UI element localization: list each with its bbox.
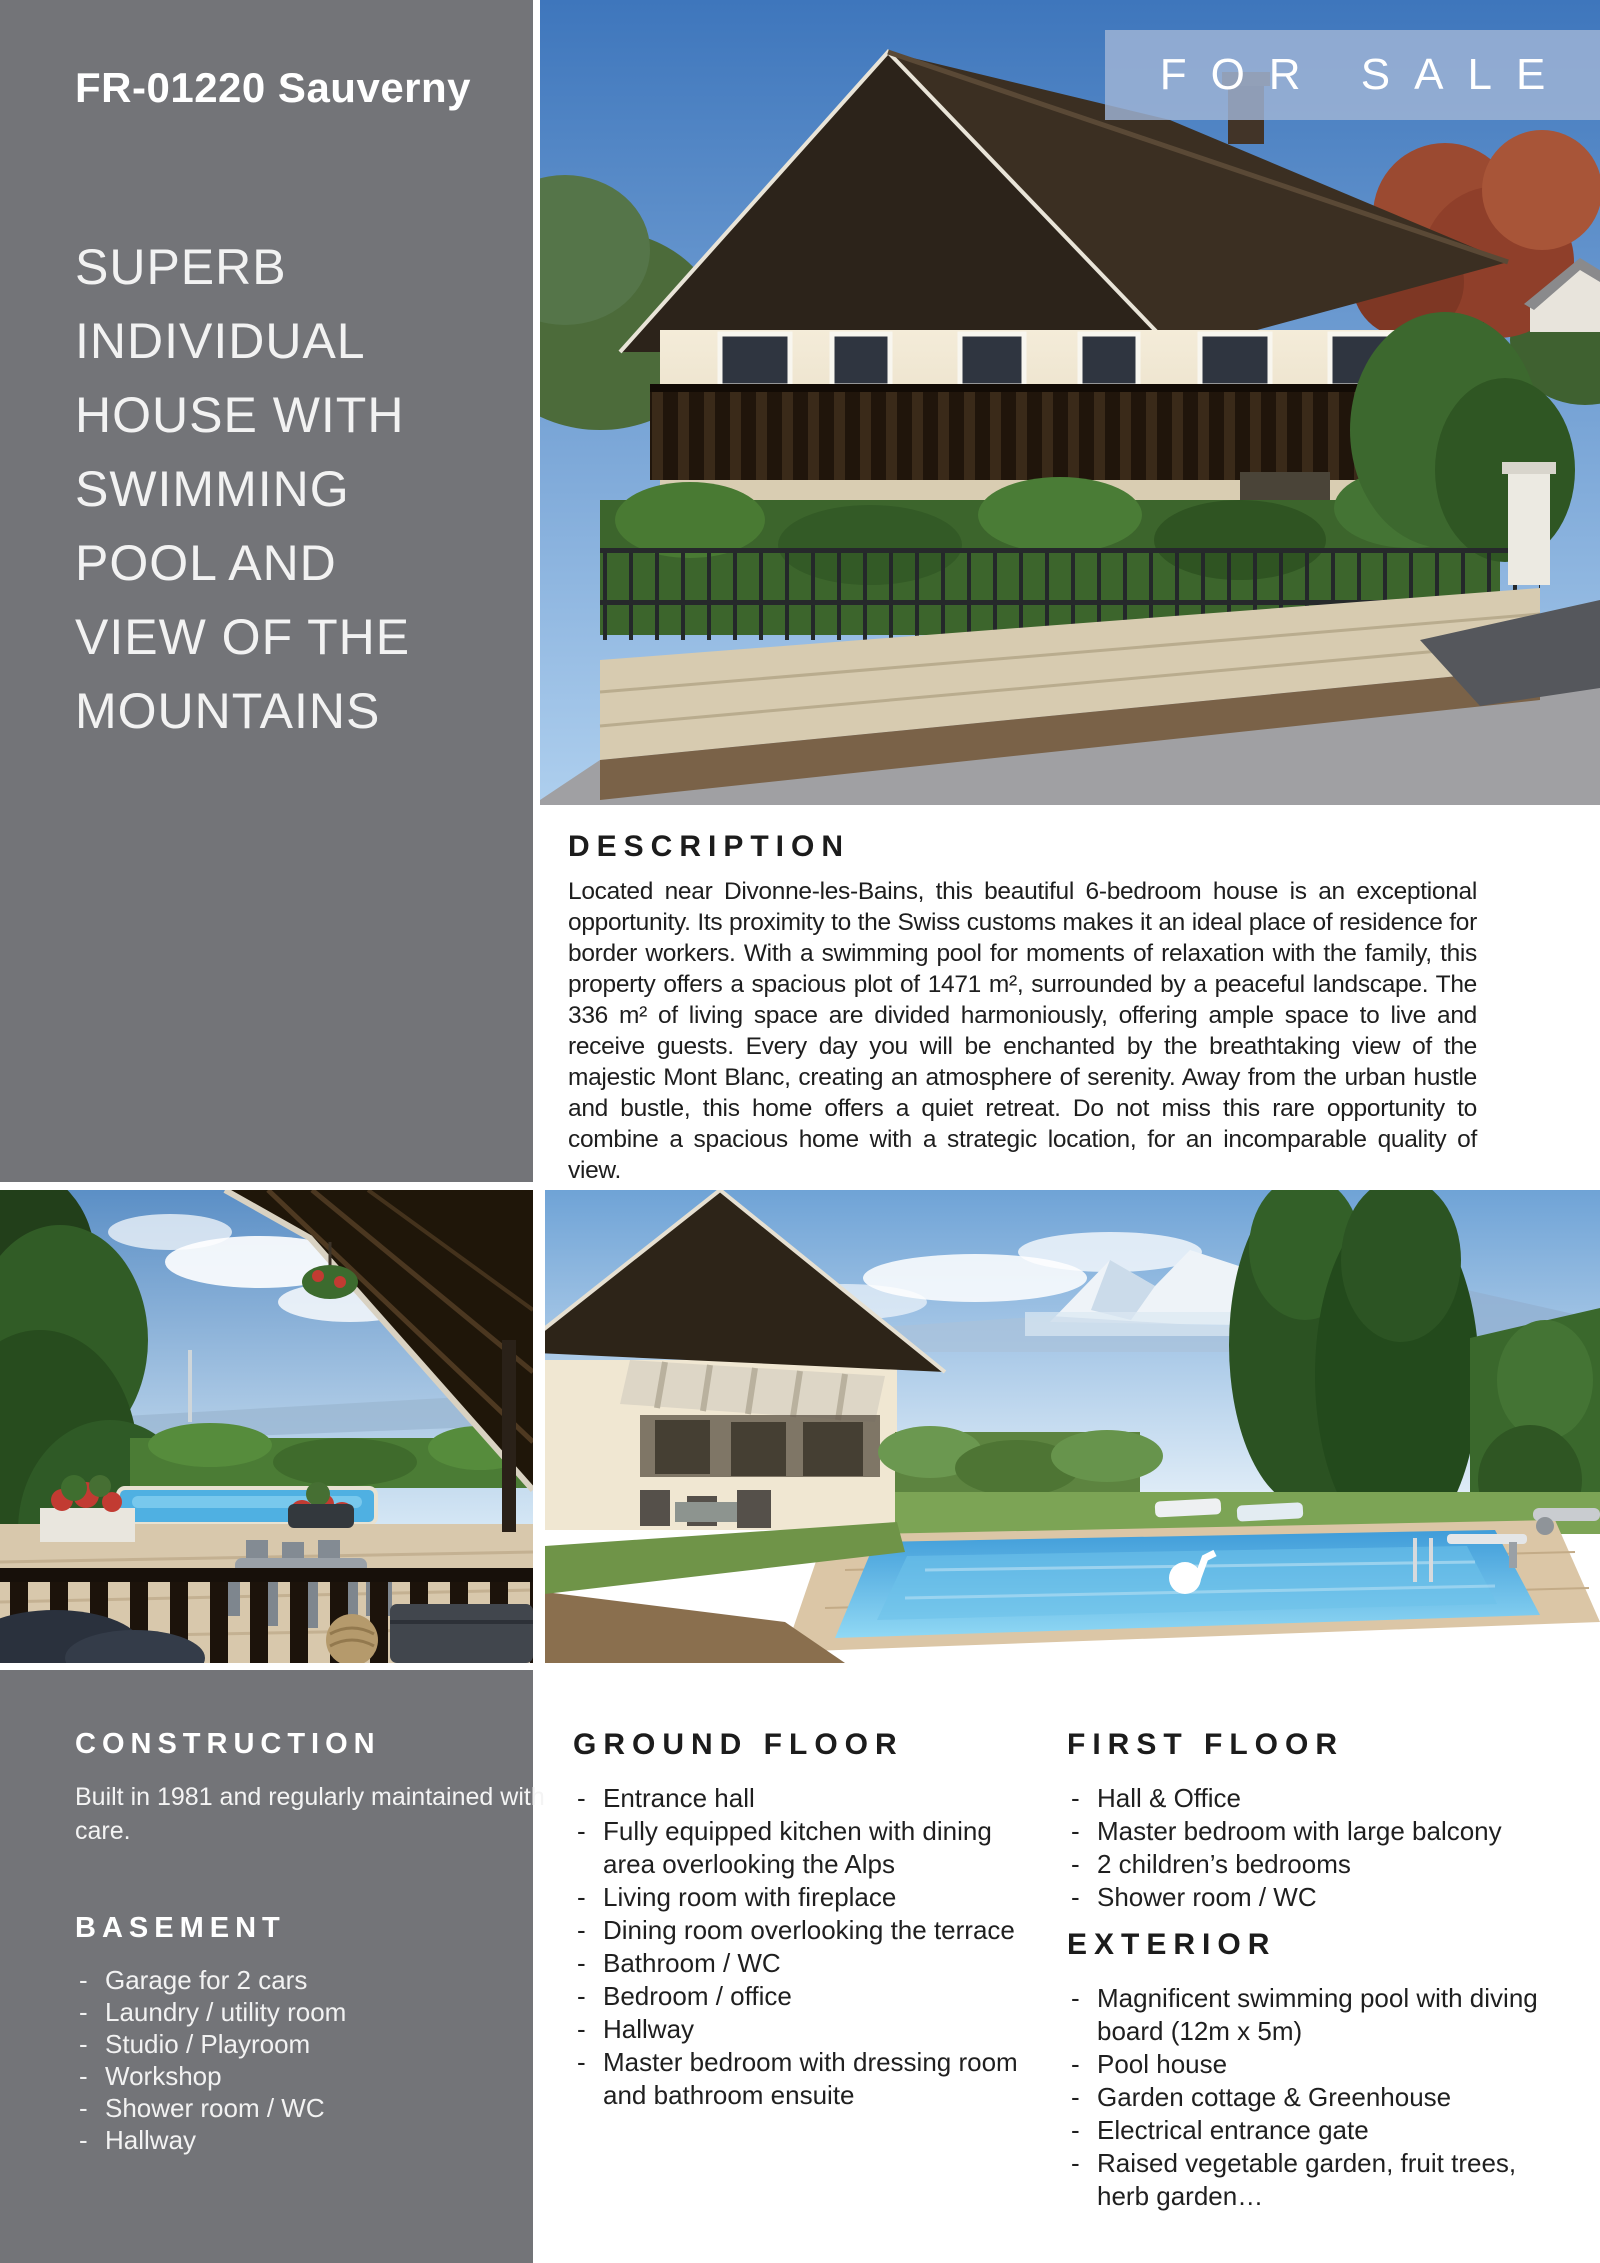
basement-list: [75, 1964, 515, 2156]
description-text: Located near Divonne-les-Bains, this beautiful 6-bedroom house is an exceptional opportunity. Its proximity to the Swiss customs makes it an ideal place of residence for border workers. With a swimming pool for moments of relaxation with the family, this property offers a spacious plot of 1471 m², surrounded by a peaceful landscape. The 336 m² of living space are divided harmoniously, offering ample space to live and receive guests. Every day you will be enchanted by the breathtaking view of the majestic Mont Blanc, creating an atmosphere of serenity. Away from the urban hustle and bustle, this home offers a quiet retreat. Do not miss this rare opportunity to combine a spacious home with a strategic location, for an incomparable quality of view.: [568, 878, 1477, 1184]
first-floor-heading: FIRST FLOOR: [1067, 1728, 1344, 1761]
list-item: - Workshop: [75, 2060, 515, 2092]
property-headline: SUPERB INDIVIDUAL HOUSE WITH SWIMMING POOL AND VIEW OF THE MOUNTAINS: [75, 239, 411, 739]
list-item: - Bedroom / office: [573, 1980, 1043, 2013]
list-item: - Hall & Office: [1067, 1782, 1567, 1815]
basement-heading: BASEMENT: [75, 1912, 286, 1944]
list-item: - Electrical entrance gate: [1067, 2114, 1567, 2147]
description-heading: DESCRIPTION: [568, 830, 851, 863]
property-reference: FR-01220 Sauverny: [75, 64, 472, 111]
list-item: - Garage for 2 cars: [75, 1964, 515, 1996]
list-item: - Shower room / WC: [75, 2092, 515, 2124]
list-item: - Living room with fireplace: [573, 1881, 1043, 1914]
list-item: - Shower room / WC: [1067, 1881, 1567, 1914]
list-item: - Entrance hall: [573, 1782, 1043, 1815]
list-item: - Raised vegetable garden, fruit trees, herb garden…: [1067, 2147, 1567, 2213]
house-exterior-photo: [540, 0, 1600, 805]
list-item: - Hallway: [573, 2013, 1043, 2046]
ground-floor-list: [573, 1782, 1043, 2112]
list-item: - Studio / Playroom: [75, 2028, 515, 2060]
list-item: - Laundry / utility room: [75, 1996, 515, 2028]
construction-text: Built in 1981 and regularly maintained with care.: [75, 1783, 545, 1845]
list-item: - Bathroom / WC: [573, 1947, 1043, 1980]
list-item: - Hallway: [75, 2124, 515, 2156]
swimming-pool-photo: [545, 1190, 1600, 1663]
list-item: - Fully equipped kitchen with dining area overlooking the Alps: [573, 1815, 1043, 1881]
construction-heading: CONSTRUCTION: [75, 1728, 381, 1760]
for-sale-banner: [1105, 30, 1600, 120]
list-item: - Dining room overlooking the terrace: [573, 1914, 1043, 1947]
exterior-heading: EXTERIOR: [1067, 1928, 1277, 1961]
first-floor-list: [1067, 1782, 1567, 1914]
list-item: - 2 children’s bedrooms: [1067, 1848, 1567, 1881]
list-item: - Garden cottage & Greenhouse: [1067, 2081, 1567, 2114]
list-item: - Master bedroom with large balcony: [1067, 1815, 1567, 1848]
for-sale-label: FOR SALE: [1159, 50, 1570, 99]
list-item: - Master bedroom with dressing room and bathroom ensuite: [573, 2046, 1043, 2112]
covered-terrace-photo: [0, 1190, 533, 1663]
list-item: - Magnificent swimming pool with diving board (12m x 5m): [1067, 1982, 1567, 2048]
exterior-list: [1067, 1982, 1567, 2213]
ground-floor-heading: GROUND FLOOR: [573, 1728, 904, 1761]
list-item: - Pool house: [1067, 2048, 1567, 2081]
